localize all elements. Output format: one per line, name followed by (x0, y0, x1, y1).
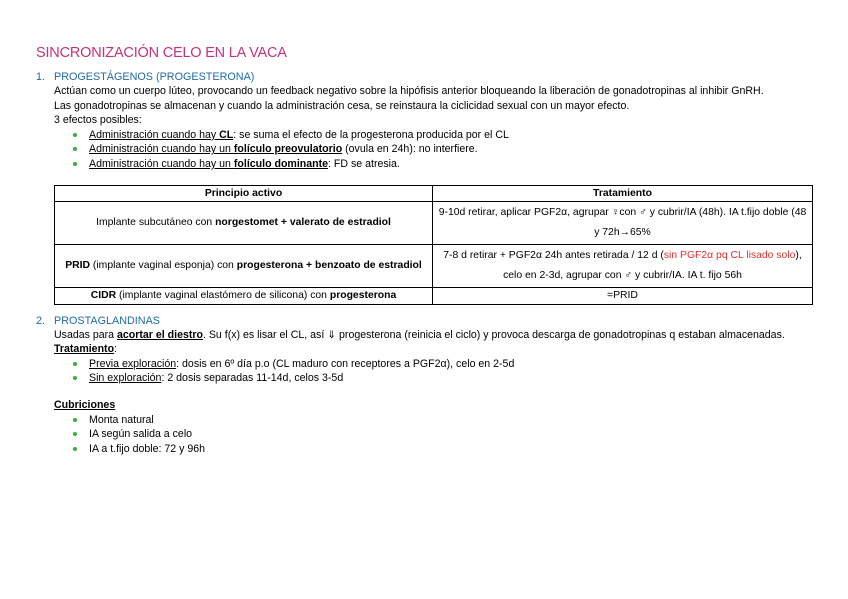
section-2-heading (36, 314, 816, 328)
column-header: Tratamiento (433, 185, 813, 201)
effects-list (36, 128, 816, 172)
section-number: 2. (36, 314, 46, 327)
list-item: Administración cuando hay un folículo preovulatorio (ovula en 24h): no interfiere. (72, 142, 816, 157)
paragraph: Usadas para acortar el diestro. Su f(x) es lisar el CL, así ⇓ progesterona (reinicia el ciclo) y provoca descarga de gonadotropinas q estaban almacenadas. (54, 328, 785, 341)
list-item: Administración cuando hay un folículo dominante: FD se atresia. (72, 157, 816, 172)
treatment-list (36, 357, 816, 386)
document-title: SINCRONIZACIÓN CELO EN LA VACA (36, 45, 287, 61)
treatment-table (54, 185, 813, 305)
table-cell: PRID (implante vaginal esponja) con progesterona + benzoato de estradiol (55, 244, 433, 287)
table-cell: CIDR (implante vaginal elastómero de silicona) con progesterona (55, 287, 433, 304)
table-row (55, 244, 813, 287)
cubriciones-heading: Cubriciones (54, 398, 116, 411)
table-cell: 7-8 d retirar + PGF2α 24h antes retirada / 12 d (sin PGF2α pq CL lisado solo), celo en 2-3d, agrupar con ♂ y cubrir/IA. IA t. fijo 56h (433, 244, 813, 287)
treatment-label: Tratamiento: (54, 343, 117, 356)
list-item: IA según salida a celo (72, 427, 816, 442)
list-item: Sin exploración: 2 dosis separadas 11-14d, celos 3-5d (72, 371, 816, 386)
table-header-row (55, 185, 813, 201)
document-page (36, 44, 816, 456)
table-cell: =PRID (433, 287, 813, 304)
paragraph: Las gonadotropinas se almacenan y cuando la administración cesa, se reinstaura la ciclicidad sexual con un mayor efecto. (54, 99, 630, 112)
table-row (55, 201, 813, 244)
paragraph: 3 efectos posibles: (54, 114, 142, 127)
section-title: PROSTAGLANDINAS (54, 314, 160, 327)
column-header: Principio activo (55, 185, 433, 201)
section-title: PROGESTÁGENOS (PROGESTERONA) (54, 71, 255, 83)
section-1-heading (36, 70, 816, 84)
list-item: Monta natural (72, 413, 816, 428)
list-item: Previa exploración: dosis en 6º día p.o (CL maduro con receptores a PGF2α), celo en 2-5d (72, 357, 816, 372)
cubriciones-list (36, 413, 816, 457)
table-cell: 9-10d retirar, aplicar PGF2α, agrupar ♀con ♂ y cubrir/IA (48h). IA t.fijo doble (48 y 72h→65% (433, 201, 813, 244)
table-cell: Implante subcutáneo con norgestomet + valerato de estradiol (55, 201, 433, 244)
list-item: IA a t.fijo doble: 72 y 96h (72, 442, 816, 457)
paragraph: Actúan como un cuerpo lúteo, provocando un feedback negativo sobre la hipófisis anterior bloqueando la liberación de gonadotropinas al inhibir GnRH. (54, 85, 764, 97)
list-item: Administración cuando hay CL: se suma el efecto de la progesterona producida por el CL (72, 128, 816, 143)
table-row (55, 287, 813, 304)
section-number: 1. (36, 71, 46, 83)
